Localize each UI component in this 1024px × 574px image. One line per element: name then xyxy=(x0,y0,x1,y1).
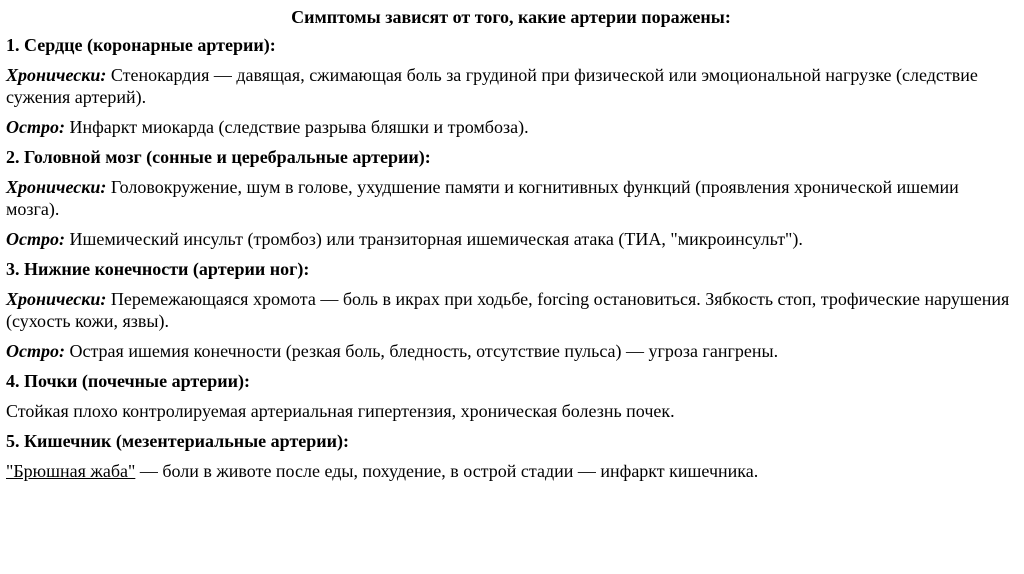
chronic-label: Хронически: xyxy=(6,65,107,85)
body-text: — боли в животе после еды, похудение, в острой стадии — инфаркт кишечника. xyxy=(135,461,759,481)
section-brain xyxy=(6,146,1016,250)
section-heading: 1. Сердце (коронарные артерии): xyxy=(6,35,276,55)
chronic-text: Перемежающаяся хромота — боль в икрах при ходьбе, forcing остановиться. Зябкость стоп, трофические нарушения (сухость кожи, язвы). xyxy=(6,289,1010,331)
body-paragraph: Стойкая плохо контролируемая артериальная гипертензия, хроническая болезнь почек. xyxy=(6,401,675,421)
acute-text: Ишемический инсульт (тромбоз) или транзиторная ишемическая атака (ТИА, "микроинсульт"). xyxy=(64,229,803,249)
body-paragraph xyxy=(6,460,1016,482)
acute-label: Остро: xyxy=(6,229,65,249)
chronic-label: Хронически: xyxy=(6,177,107,197)
section-intestine xyxy=(6,430,1016,482)
section-kidneys xyxy=(6,370,1016,422)
section-heading: 4. Почки (почечные артерии): xyxy=(6,371,250,391)
section-heading: 3. Нижние конечности (артерии ног): xyxy=(6,259,310,279)
section-heading: 2. Головной мозг (сонные и церебральные артерии): xyxy=(6,147,431,167)
document-page xyxy=(6,6,1016,490)
acute-paragraph xyxy=(6,116,1016,138)
chronic-paragraph xyxy=(6,64,1016,108)
chronic-label: Хронически: xyxy=(6,289,107,309)
acute-paragraph xyxy=(6,228,1016,250)
chronic-paragraph xyxy=(6,176,1016,220)
acute-paragraph xyxy=(6,340,1016,362)
chronic-text: Головокружение, шум в голове, ухудшение памяти и когнитивных функций (проявления хронической ишемии мозга). xyxy=(6,177,959,219)
section-legs xyxy=(6,258,1016,362)
page-title: Симптомы зависят от того, какие артерии поражены: xyxy=(291,7,731,27)
chronic-text: Стенокардия — давящая, сжимающая боль за грудиной при физической или эмоциональной нагрузке (следствие сужения артерий). xyxy=(6,65,978,107)
abdominal-angina-link[interactable]: "Брюшная жаба" xyxy=(6,461,136,481)
acute-label: Остро: xyxy=(6,117,65,137)
section-heading: 5. Кишечник (мезентериальные артерии): xyxy=(6,431,350,451)
section-heart xyxy=(6,34,1016,138)
acute-text: Острая ишемия конечности (резкая боль, бледность, отсутствие пульса) — угроза гангрены. xyxy=(64,341,779,361)
acute-text: Инфаркт миокарда (следствие разрыва бляшки и тромбоза). xyxy=(64,117,529,137)
chronic-paragraph xyxy=(6,288,1016,332)
acute-label: Остро: xyxy=(6,341,65,361)
